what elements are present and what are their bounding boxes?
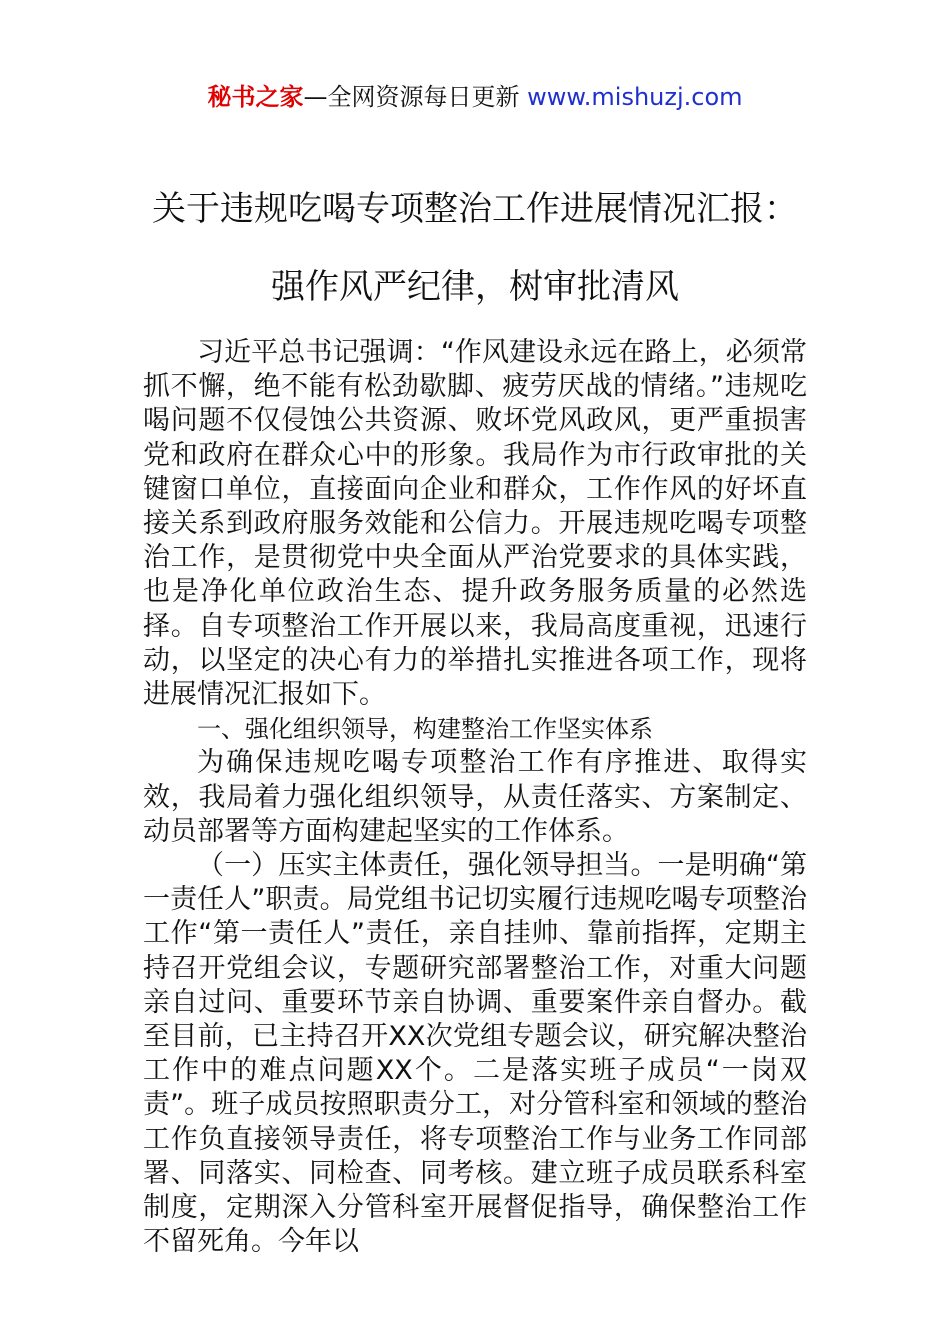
document-title: [0, 170, 950, 326]
site-tagline: —全网资源每日更新: [303, 83, 528, 111]
site-brand: 秘书之家: [207, 83, 304, 111]
section-heading: 一、强化组织领导，构建整治工作坚实体系: [197, 715, 653, 744]
title-line-2: 强作风严纪律，树审批清风: [271, 267, 679, 307]
section-paragraph: 为确保违规吃喝专项整治工作有序推进、取得实效，我局着力强化组织领导，从责任落实、方案制定、动员部署等方面构建起坚实的工作体系。: [143, 747, 807, 847]
title-line-1: 关于违规吃喝专项整治工作进展情况汇报：: [152, 189, 798, 229]
site-url[interactable]: www.mishuzj.com: [527, 83, 743, 111]
site-header: [0, 80, 950, 114]
subsection-paragraph: （一）压实主体责任，强化领导担当。一是明确“第一责任人”职责。局党组书记切实履行违规吃喝专项整治工作“第一责任人”责任，亲自挂帅、靠前指挥，定期主持召开党组会议，专题研究部署整治工作，对重大问题亲自过问、重要环节亲自协调、重要案件亲自督办。截至目前，已主持召开XX次党组专题会议，研究解决整治工作中的难点问题XX个。二是落实班子成员“一岗双责”。班子成员按照职责分工，对分管科室和领域的整治工作负直接领导责任，将专项整治工作与业务工作同部署、同落实、同检查、同考核。建立班子成员联系科室制度，定期深入分管科室开展督促指导，确保整治工作不留死角。今年以: [143, 850, 807, 1258]
document-body: [143, 336, 807, 1259]
intro-paragraph: 习近平总书记强调：“作风建设永远在路上，必须常抓不懈，绝不能有松劲歇脚、疲劳厌战的情绪。”违规吃喝问题不仅侵蚀公共资源、败坏党风政风，更严重损害党和政府在群众心中的形象。我局作为市行政审批的关键窗口单位，直接面向企业和群众，工作作风的好坏直接关系到政府服务效能和公信力。开展违规吃喝专项整治工作，是贯彻党中央全面从严治党要求的具体实践，也是净化单位政治生态、提升政务服务质量的必然选择。自专项整治工作开展以来，我局高度重视，迅速行动，以坚定的决心有力的举措扎实推进各项工作，现将进展情况汇报如下。: [143, 337, 807, 711]
